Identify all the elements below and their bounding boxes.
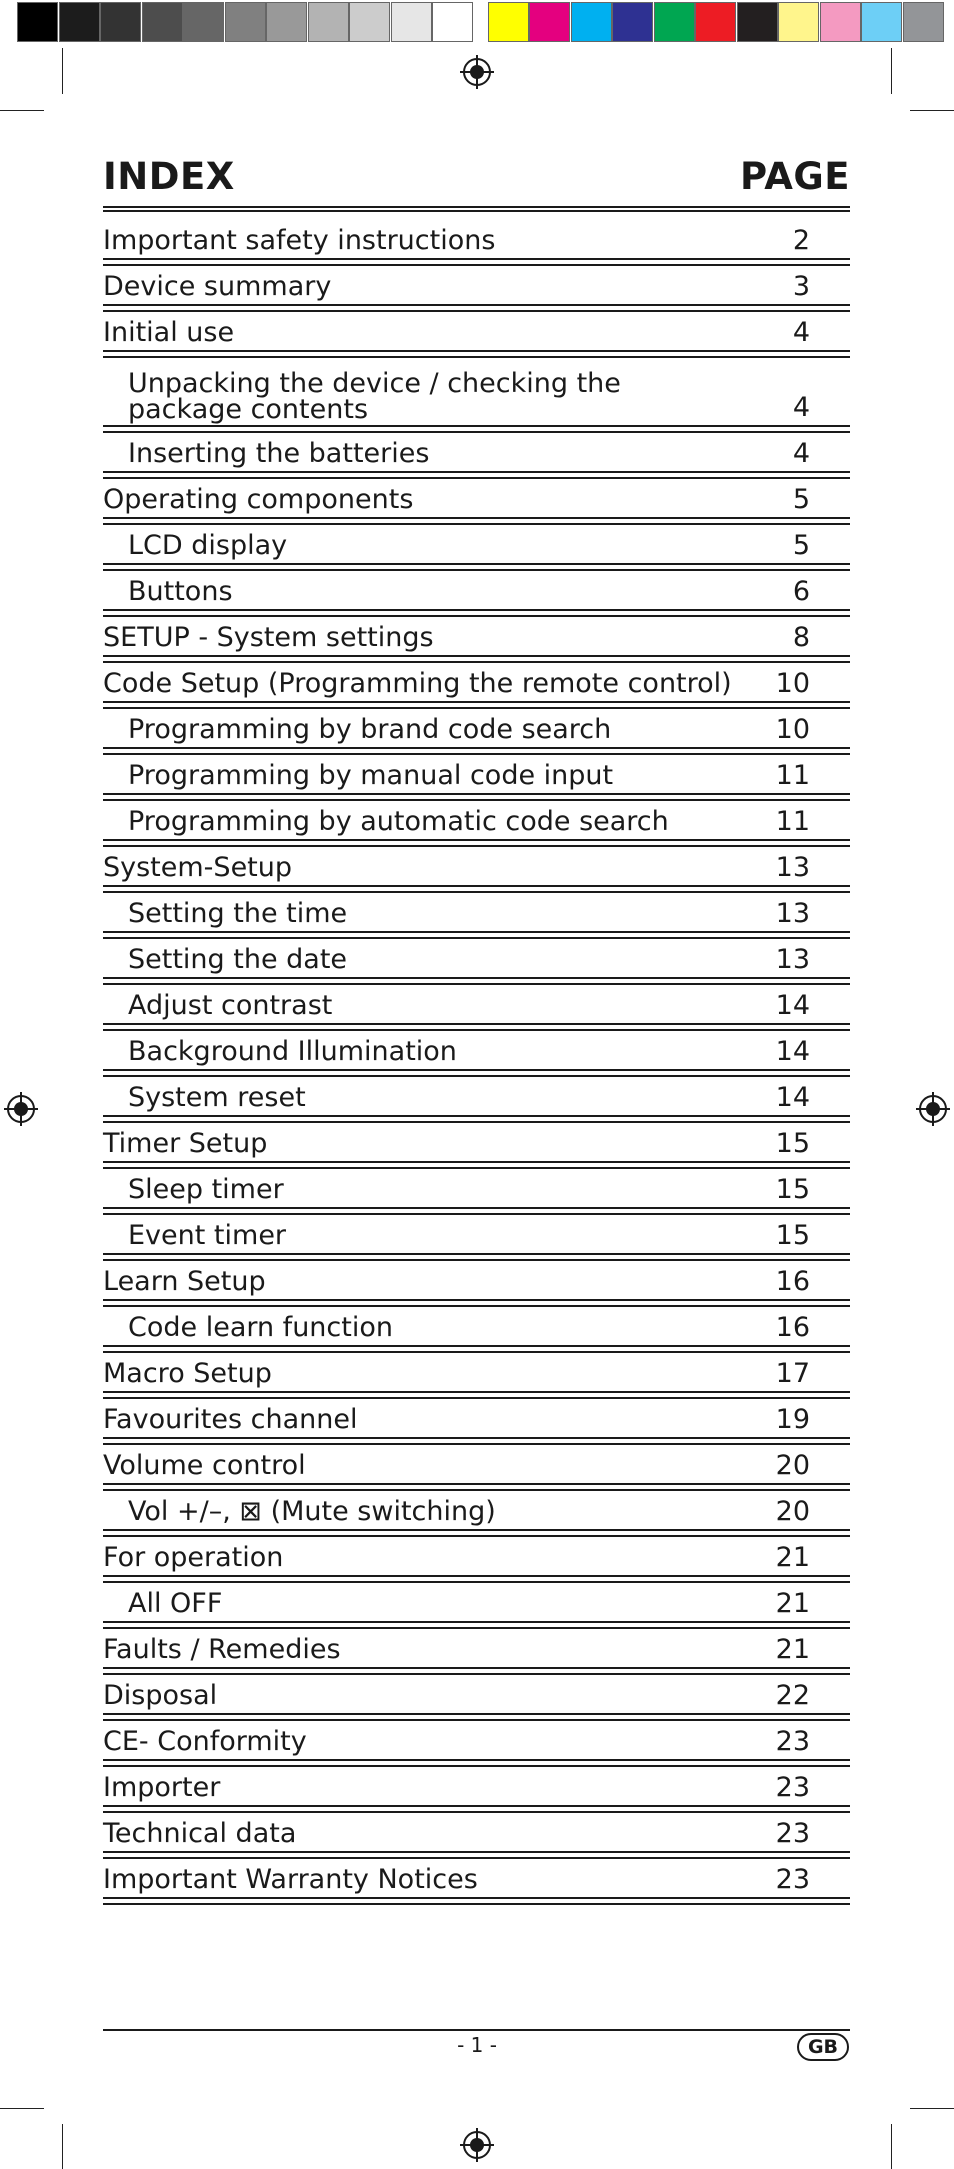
toc-page-number: 4 [792,317,810,348]
toc-page-number: 4 [792,392,810,423]
toc-page-number: 13 [775,852,810,883]
toc-row [103,799,850,841]
toc-entry [103,807,740,837]
toc-page-number: 13 [775,944,810,975]
toc-entry [103,1865,740,1895]
registration-mark-icon [4,1092,38,1126]
crop-mark-bottom-left-v [62,2124,63,2169]
toc-entry-text: All OFF [128,1588,223,1619]
toc-entry-text: Volume control [103,1450,306,1481]
toc-entry [103,1037,740,1067]
footer-rule [103,2029,850,2031]
toc-entry [103,531,740,561]
toc-entry-text: Timer Setup [103,1128,268,1159]
toc-entry [103,1543,740,1573]
toc-entry [103,1175,740,1205]
toc-entry [103,669,740,699]
toc-row [103,1443,850,1485]
color-swatch [432,2,473,42]
toc-row [103,1351,850,1393]
toc-entry-text: Programming by brand code search [128,714,612,745]
crop-mark-top-left-h [0,110,44,111]
toc-page-number: 16 [775,1266,810,1297]
toc-page-number: 17 [775,1358,810,1389]
toc-page-number: 3 [792,271,810,302]
toc-page-number: 23 [775,1726,810,1757]
toc-entry [103,1359,740,1389]
toc-row [103,753,850,795]
toc-page-number: 11 [775,806,810,837]
crop-mark-top-left-v [62,48,63,94]
toc-page-number: 2 [792,225,810,256]
toc-entry [103,623,740,653]
toc-entry-text: Important Warranty Notices [103,1864,478,1895]
toc-row [103,523,850,565]
toc-entry [103,1727,740,1757]
toc-entry-text: Unpacking the device / checking the [128,368,621,399]
toc-entry [103,368,740,425]
toc-row [103,431,850,473]
toc-row [103,1581,850,1623]
crop-mark-bottom-right-v [891,2124,892,2169]
toc-entry [103,1405,740,1435]
toc-row [103,891,850,933]
toc-entry-text: Inserting the batteries [128,438,430,469]
color-swatch [349,2,390,42]
toc-entry-text-line2: package contents [128,394,369,425]
color-swatch [391,2,432,42]
toc-page-number: 6 [792,576,810,607]
toc-entry-text: Learn Setup [103,1266,266,1297]
color-swatch [17,2,58,42]
color-swatch [654,2,695,42]
color-swatch [308,2,349,42]
toc-page-number: 21 [775,1588,810,1619]
toc-entry-text: Importer [103,1772,221,1803]
toc-row [103,1259,850,1301]
toc-entry [103,715,740,745]
toc-page-number: 20 [775,1496,810,1527]
toc-row [103,1627,850,1669]
toc-row [103,1167,850,1209]
toc-page-number: 5 [792,530,810,561]
toc-entry-text: Programming by automatic code search [128,806,669,837]
toc-page-number: 15 [775,1174,810,1205]
toc-page-number: 14 [775,1082,810,1113]
toc-page-number: 13 [775,898,810,929]
toc-page-number: 11 [775,760,810,791]
toc-entry [103,439,740,469]
toc-entry-text: SETUP - System settings [103,622,434,653]
toc-row [103,1305,850,1347]
toc-entry [103,899,740,929]
crop-mark-bottom-left-h [0,2108,44,2109]
toc-entry-text: Important safety instructions [103,225,496,256]
toc-page-number: 22 [775,1680,810,1711]
toc-row [103,356,850,427]
toc-entry-text: Device summary [103,271,332,302]
toc-page-number: 15 [775,1128,810,1159]
toc-entry-text: Initial use [103,317,235,348]
toc-page-number: 16 [775,1312,810,1343]
toc-entry [103,1635,740,1665]
toc-entry-text: Disposal [103,1680,218,1711]
toc-list [103,218,850,1899]
toc-entry-text: Vol +/–, ⊠ (Mute switching) [128,1496,496,1527]
page-heading: PAGE [739,155,850,198]
toc-row [103,661,850,703]
toc-row [103,707,850,749]
toc-entry-text: Programming by manual code input [128,760,614,791]
color-swatch [778,2,819,42]
toc-page-number: 15 [775,1220,810,1251]
toc-row [103,1535,850,1577]
toc-row [103,218,850,260]
header-rule [103,206,850,212]
color-swatch [737,2,778,42]
toc-entry-text: Code learn function [128,1312,393,1343]
toc-row [103,1075,850,1117]
color-swatch [861,2,902,42]
toc-entry [103,1819,740,1849]
toc-row [103,1489,850,1531]
toc-page-number: 19 [775,1404,810,1435]
toc-entry-text: Setting the date [128,944,348,975]
color-swatch [488,2,529,42]
toc-page-number: 10 [775,668,810,699]
toc-row [103,1673,850,1715]
toc-entry-text: Setting the time [128,898,348,929]
index-heading: INDEX [103,155,235,198]
toc-row [103,615,850,657]
registration-mark-icon [460,2128,494,2162]
toc-row [103,1397,850,1439]
color-swatch [529,2,570,42]
registration-mark-icon [460,55,494,89]
color-swatch [100,2,141,42]
toc-row [103,1719,850,1761]
color-swatch [820,2,861,42]
toc-page-number: 21 [775,1634,810,1665]
toc-page-number: 23 [775,1818,810,1849]
toc-row [103,264,850,306]
toc-row [103,845,850,887]
toc-entry-text: Background Illumination [128,1036,457,1067]
toc-row [103,937,850,979]
toc-row [103,983,850,1025]
color-swatch [695,2,736,42]
color-swatch [903,2,944,42]
index-page [103,146,850,1903]
toc-entry [103,577,740,607]
toc-row [103,477,850,519]
registration-mark-icon [916,1092,950,1126]
toc-row [103,1213,850,1255]
toc-entry-text: Sleep timer [128,1174,284,1205]
color-swatch [183,2,224,42]
language-badge: GB [797,2033,849,2061]
toc-entry [103,1589,740,1619]
toc-entry [103,1129,740,1159]
toc-entry-text: Buttons [128,576,233,607]
toc-entry-text: Technical data [103,1818,297,1849]
toc-row [103,1029,850,1071]
toc-entry-text: Macro Setup [103,1358,272,1389]
crop-mark-top-right-h [910,110,954,111]
toc-entry [103,945,740,975]
toc-entry-text: For operation [103,1542,284,1573]
toc-page-number: 20 [775,1450,810,1481]
crop-mark-bottom-right-h [910,2108,954,2109]
toc-entry [103,485,740,515]
toc-entry [103,1451,740,1481]
toc-entry [103,1267,740,1297]
toc-entry [103,1083,740,1113]
toc-row [103,1765,850,1807]
color-swatch [225,2,266,42]
toc-row [103,1121,850,1163]
color-swatch [142,2,183,42]
toc-entry-text: Operating components [103,484,414,515]
toc-row [103,1811,850,1853]
toc-entry [103,991,740,1021]
toc-entry [103,1773,740,1803]
toc-entry [103,761,740,791]
toc-entry-text: System-Setup [103,852,293,883]
toc-row [103,1857,850,1899]
toc-page-number: 23 [775,1772,810,1803]
color-swatch [612,2,653,42]
toc-entry [103,1497,740,1527]
toc-entry-text: Event timer [128,1220,287,1251]
toc-entry-text: LCD display [128,530,288,561]
color-swatch [59,2,100,42]
toc-page-number: 10 [775,714,810,745]
toc-entry [103,1681,740,1711]
toc-row [103,569,850,611]
toc-entry [103,272,740,302]
toc-page-number: 4 [792,438,810,469]
toc-entry-text: Faults / Remedies [103,1634,341,1665]
toc-row [103,310,850,352]
toc-page-number: 5 [792,484,810,515]
toc-entry [103,853,740,883]
index-header [103,146,850,206]
toc-page-number: 23 [775,1864,810,1895]
page-number: - 1 - [457,2033,497,2057]
toc-entry-text: CE- Conformity [103,1726,307,1757]
toc-entry-text: Adjust contrast [128,990,333,1021]
toc-entry-text: Code Setup (Programming the remote control) [103,668,732,699]
color-calibration-bar [17,2,937,42]
toc-entry-text: System reset [128,1082,306,1113]
toc-page-number: 8 [792,622,810,653]
toc-page-number: 21 [775,1542,810,1573]
toc-entry [103,1313,740,1343]
toc-page-number: 14 [775,990,810,1021]
toc-entry [103,226,740,256]
toc-entry [103,1221,740,1251]
crop-mark-top-right-v [891,48,892,94]
toc-entry-text: Favourites channel [103,1404,358,1435]
toc-entry [103,318,740,348]
toc-page-number: 14 [775,1036,810,1067]
color-swatch [266,2,307,42]
color-swatch [571,2,612,42]
